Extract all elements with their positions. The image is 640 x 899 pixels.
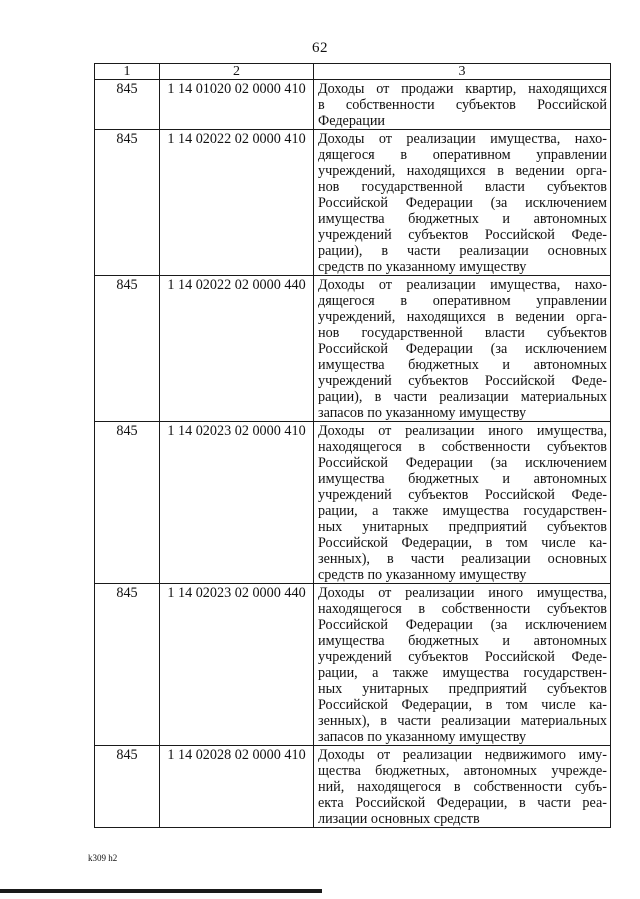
description-line: екта Российской Федерации, в части реа- xyxy=(318,795,607,811)
income-description-cell xyxy=(314,276,611,422)
description-line: рации), в части реализации материальных xyxy=(318,389,607,405)
column-header: 1 xyxy=(95,64,160,80)
agency-code-cell: 845 xyxy=(95,422,160,584)
description-line: имущества бюджетных и автономных xyxy=(318,357,607,373)
description-line: рации, а также имущества государствен- xyxy=(318,665,607,681)
description-line: нов государственной власти субъектов xyxy=(318,325,607,341)
description-line: Российской Федерации, в том числе ка- xyxy=(318,697,607,713)
agency-code-cell: 845 xyxy=(95,130,160,276)
description-line: запасов по указанному имуществу xyxy=(318,729,527,745)
description-line: Российской Федерации (за исключением xyxy=(318,617,607,633)
description-line: имущества бюджетных и автономных xyxy=(318,211,607,227)
table-row xyxy=(95,422,611,584)
page-number: 62 xyxy=(312,40,328,56)
description-line: Доходы от продажи квартир, находящихся xyxy=(318,81,607,97)
description-line: учреждений, находящихся в ведении орга- xyxy=(318,163,607,179)
agency-code-cell: 845 xyxy=(95,276,160,422)
description-line: щества бюджетных, автономных учрежде- xyxy=(318,763,607,779)
description-line: Доходы от реализации недвижимого иму- xyxy=(318,747,607,763)
description-line: рации), в части реализации основных xyxy=(318,243,607,259)
description-line: средств по указанному имуществу xyxy=(318,567,527,583)
description-line: нов государственной власти субъектов xyxy=(318,179,607,195)
description-line: ных унитарных предприятий субъектов xyxy=(318,681,607,697)
description-line: ний, находящегося в собственности субъ- xyxy=(318,779,607,795)
description-line: Доходы от реализации имущества, нахо- xyxy=(318,131,607,147)
table-row xyxy=(95,80,611,130)
column-header: 3 xyxy=(314,64,611,80)
description-line: лизации основных средств xyxy=(318,811,480,827)
table-row xyxy=(95,584,611,746)
table-body xyxy=(95,80,611,828)
description-line: Доходы от реализации имущества, нахо- xyxy=(318,277,607,293)
income-codes-table-wrapper xyxy=(94,63,611,828)
budget-classification-code-cell: 1 14 01020 02 0000 410 xyxy=(160,80,314,130)
budget-classification-code-cell: 1 14 02023 02 0000 410 xyxy=(160,422,314,584)
description-line: Доходы от реализации иного имущества, xyxy=(318,423,607,439)
description-line: Российской Федерации (за исключением xyxy=(318,195,607,211)
description-line: учреждений субъектов Российской Феде- xyxy=(318,227,607,243)
budget-classification-code-cell: 1 14 02022 02 0000 440 xyxy=(160,276,314,422)
description-line: в собственности субъектов Российской xyxy=(318,97,607,113)
description-line: находящегося в собственности субъектов xyxy=(318,601,607,617)
column-header: 2 xyxy=(160,64,314,80)
description-line: Российской Федерации (за исключением xyxy=(318,455,607,471)
table-row xyxy=(95,276,611,422)
budget-classification-code-cell: 1 14 02022 02 0000 410 xyxy=(160,130,314,276)
table-header-row xyxy=(95,64,611,80)
income-description-cell xyxy=(314,422,611,584)
description-line: учреждений субъектов Российской Феде- xyxy=(318,487,607,503)
description-line: имущества бюджетных и автономных xyxy=(318,633,607,649)
description-line: средств по указанному имуществу xyxy=(318,259,527,275)
income-codes-table xyxy=(94,63,611,828)
agency-code-cell: 845 xyxy=(95,584,160,746)
table-row xyxy=(95,746,611,828)
description-line: Доходы от реализации иного имущества, xyxy=(318,585,607,601)
description-line: дящегося в оперативном управлении xyxy=(318,293,607,309)
agency-code-cell: 845 xyxy=(95,80,160,130)
description-line: ных унитарных предприятий субъектов xyxy=(318,519,607,535)
agency-code-cell: 845 xyxy=(95,746,160,828)
income-description-cell xyxy=(314,584,611,746)
income-description-cell xyxy=(314,130,611,276)
budget-classification-code-cell: 1 14 02028 02 0000 410 xyxy=(160,746,314,828)
description-line: Российской Федерации (за исключением xyxy=(318,341,607,357)
income-description-cell xyxy=(314,80,611,130)
description-line: Федерации xyxy=(318,113,386,129)
description-line: учреждений субъектов Российской Феде- xyxy=(318,649,607,665)
description-line: имущества бюджетных и автономных xyxy=(318,471,607,487)
document-code: k309 h2 xyxy=(88,853,118,863)
budget-classification-code-cell: 1 14 02023 02 0000 440 xyxy=(160,584,314,746)
description-line: дящегося в оперативном управлении xyxy=(318,147,607,163)
income-description-cell xyxy=(314,746,611,828)
description-line: учреждений субъектов Российской Феде- xyxy=(318,373,607,389)
description-line: запасов по указанному имуществу xyxy=(318,405,527,421)
description-line: находящегося в собственности субъектов xyxy=(318,439,607,455)
description-line: рации, а также имущества государствен- xyxy=(318,503,607,519)
description-line: Российской Федерации, в том числе ка- xyxy=(318,535,607,551)
scan-edge-line xyxy=(0,889,322,893)
description-line: зенных), в части реализации материальных xyxy=(318,713,607,729)
description-line: учреждений, находящихся в ведении орга- xyxy=(318,309,607,325)
table-row xyxy=(95,130,611,276)
description-line: зенных), в части реализации основных xyxy=(318,551,607,567)
